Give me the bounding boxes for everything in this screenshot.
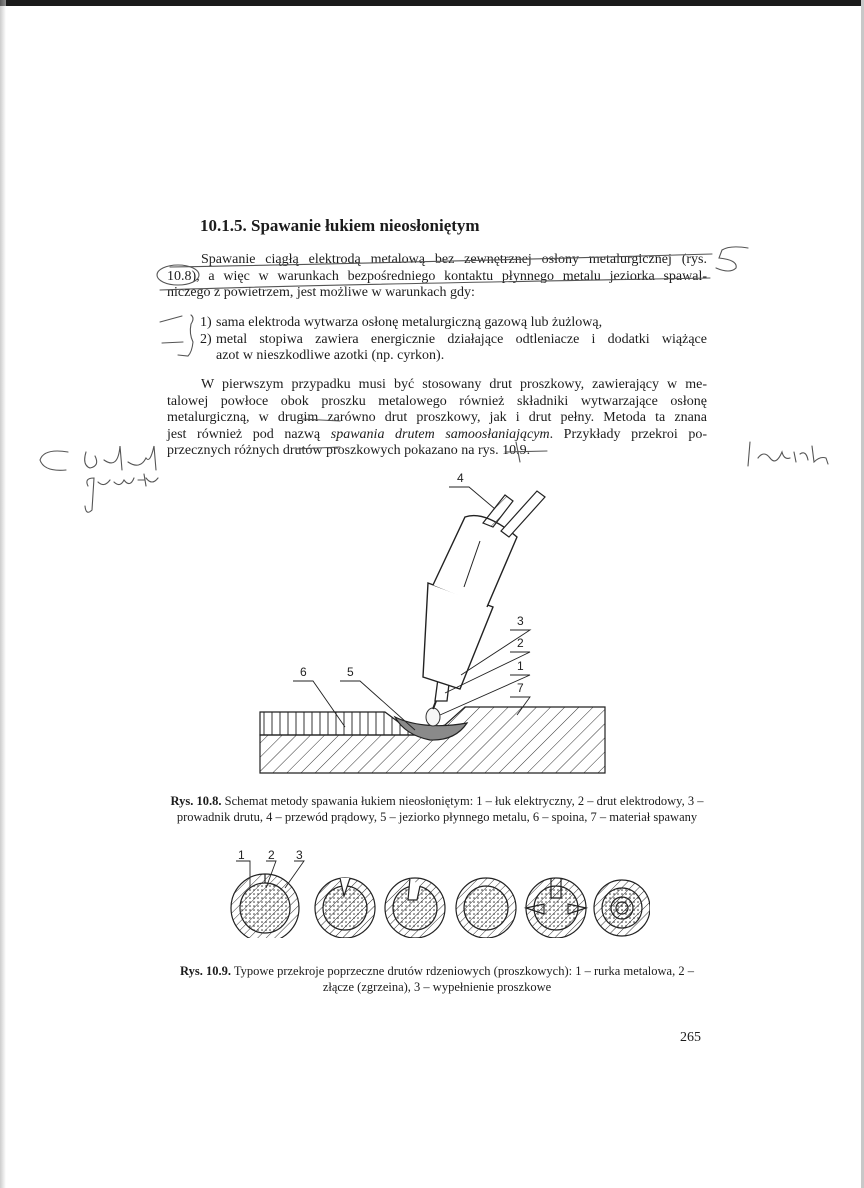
- list-item: [200, 332, 707, 365]
- figure-label: 4: [457, 471, 464, 485]
- welding-schematic-figure: [255, 465, 615, 785]
- text-line: 10.8), a więc w warunkach bezpośredniego kontaktu płynnego metalu jeziorka spawal-: [167, 268, 707, 284]
- figure-label: 5: [347, 665, 354, 679]
- figure-label: 3: [517, 614, 524, 628]
- conditions-list: [200, 315, 707, 365]
- cross-section-1: [231, 874, 299, 938]
- pencil-bracket: [178, 315, 193, 356]
- text-fragment: . Przykłady przekroi po-: [549, 426, 707, 442]
- figure-label: 3: [296, 848, 303, 862]
- pencil-dash: [162, 342, 183, 343]
- handwritten-note-left: [85, 474, 158, 512]
- figure-label: 6: [300, 665, 307, 679]
- figure-label: 2: [517, 636, 524, 650]
- handwritten-note-text: pamlen: [750, 460, 753, 461]
- text-line: Spawanie ciągłą elektrodą metalową bez zewnętrznej osłony metalurgicznej (rys.: [201, 252, 707, 267]
- figure-label: 1: [517, 659, 524, 673]
- text-line: niczego z powietrzem, jest możliwe w warunkach gdy:: [167, 285, 475, 300]
- handwritten-note-text: 6 drut proszk: [76, 480, 82, 481]
- handwritten-note-left: [85, 446, 156, 470]
- handwritten-note-right: [748, 442, 828, 466]
- method-name-italic: spawania drutem samoosłaniającym: [330, 426, 550, 442]
- caption-text: Schemat metody spawania łukiem nieosłoniętym: 1 – łuk elektryczny, 2 – drut elektrodowy, 3 – prowadnik drutu, 4 – przewód prądowy, 5 – jeziorko płynnego metalu, 6 – spoina, 7 – materiał spawany: [176, 794, 704, 824]
- text-line: talowej powłoce obok proszku metalowego również składniki wytwarzające osłonę: [167, 393, 707, 409]
- pencil-margin-mark: [716, 247, 748, 271]
- scan-top-border: [0, 0, 864, 6]
- text-line: [167, 427, 707, 444]
- scan-left-edge: [0, 0, 6, 1188]
- figure-label: 1: [238, 848, 245, 862]
- paragraph-methods: [167, 377, 707, 460]
- list-item-text: [216, 332, 707, 365]
- list-item: [200, 315, 707, 332]
- figure-label: 7: [517, 681, 524, 695]
- text-line: azot w nieszkodliwe azotki (np. cyrkon).: [216, 348, 445, 363]
- cross-section-5: [526, 878, 586, 938]
- caption-text: Typowe przekroje poprzeczne drutów rdzeniowych (proszkowych): 1 – rurka metalowa, 2 – złącze (zgrzeina), 3 – wypełnienie proszkowe: [230, 964, 694, 994]
- list-item-number: 2): [200, 331, 212, 347]
- text-fragment: jest również pod nazwą: [167, 426, 331, 442]
- caption-label: Rys. 10.8.: [170, 794, 222, 808]
- cross-section-6: [594, 880, 650, 936]
- text-line: metal stopiwa zawiera energicznie działające odtleniacze i dodatki wiążące: [216, 331, 707, 347]
- cross-section-4: [456, 878, 516, 938]
- electrode-wire: [433, 701, 436, 709]
- cross-section-3: [385, 878, 445, 938]
- cross-section-2: [315, 878, 375, 938]
- electric-arc: [426, 708, 440, 726]
- pencil-dash: [160, 316, 182, 322]
- list-item-text: sama elektroda wytwarza osłonę metalurgiczną gazową lub żużlową,: [216, 315, 603, 330]
- pencil-bracket: [40, 451, 68, 470]
- text-line: W pierwszym przypadku musi być stosowany drut proszkowy, zawierający w me-: [201, 377, 707, 392]
- caption-label: Rys. 10.9.: [180, 964, 231, 978]
- page-number: 265: [680, 1030, 701, 1045]
- figure-caption: [167, 794, 707, 825]
- text-line: metalurgiczną, w drugim zarówno drut proszkowy, jak i drut pełny. Metoda ta znana: [167, 410, 707, 425]
- section-title: 10.1.5. Spawanie łukiem nieosłoniętym: [200, 216, 480, 235]
- text-line: przecznych różnych drutów proszkowych pokazano na rys. 10.9.: [167, 443, 531, 458]
- figure-caption: [167, 964, 707, 995]
- paragraph-intro: [167, 252, 707, 302]
- figure-label: 2: [268, 848, 275, 862]
- list-item-number: 1): [200, 315, 212, 330]
- handwritten-note-text: 5: [730, 260, 731, 261]
- wire-cross-sections-figure: [220, 848, 650, 938]
